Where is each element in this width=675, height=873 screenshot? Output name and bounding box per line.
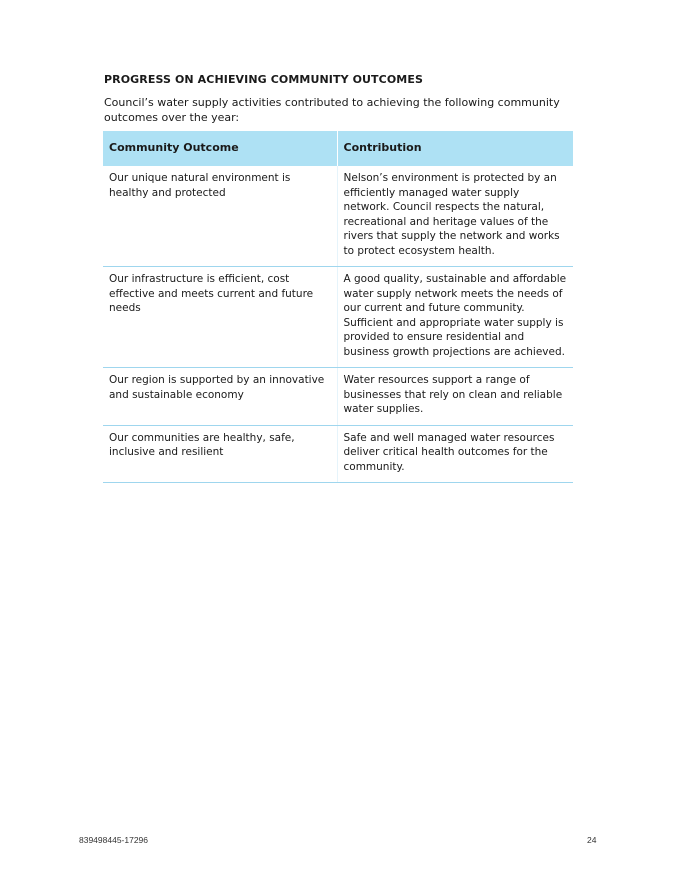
cell-contribution: Safe and well managed water resources deliver critical health outcomes for the community. (337, 425, 573, 483)
header-contribution: Contribution (337, 131, 573, 166)
table-row (103, 425, 573, 483)
header-community-outcome: Community Outcome (103, 131, 337, 166)
cell-contribution: Water resources support a range of businesses that rely on clean and reliable water supplies. (337, 368, 573, 426)
community-outcomes-table (103, 131, 573, 483)
cell-outcome: Our region is supported by an innovative and sustainable economy (103, 368, 337, 426)
footer-page-number: 24 (587, 835, 597, 845)
table-row (103, 166, 573, 267)
cell-outcome: Our infrastructure is efficient, cost effective and meets current and future needs (103, 267, 337, 368)
table-row (103, 368, 573, 426)
table-row (103, 267, 573, 368)
cell-outcome: Our unique natural environment is healthy and protected (103, 166, 337, 267)
intro-paragraph: Council’s water supply activities contributed to achieving the following community outcomes over the year: (104, 96, 560, 124)
cell-contribution: A good quality, sustainable and affordable water supply network meets the needs of our current and future community. Sufficient and appropriate water supply is provided to ensure residential and business growth projections are achieved. (337, 267, 573, 368)
footer-document-id: 839498445-17296 (79, 835, 149, 845)
cell-contribution: Nelson’s environment is protected by an efficiently managed water supply network. Council respects the natural, recreational and heritage values of the rivers that supply the network and works to protect ecosystem health. (337, 166, 573, 267)
section-heading: PROGRESS ON ACHIEVING COMMUNITY OUTCOMES (104, 73, 423, 86)
cell-outcome: Our communities are healthy, safe, inclusive and resilient (103, 425, 337, 483)
table-header-row (103, 131, 573, 166)
